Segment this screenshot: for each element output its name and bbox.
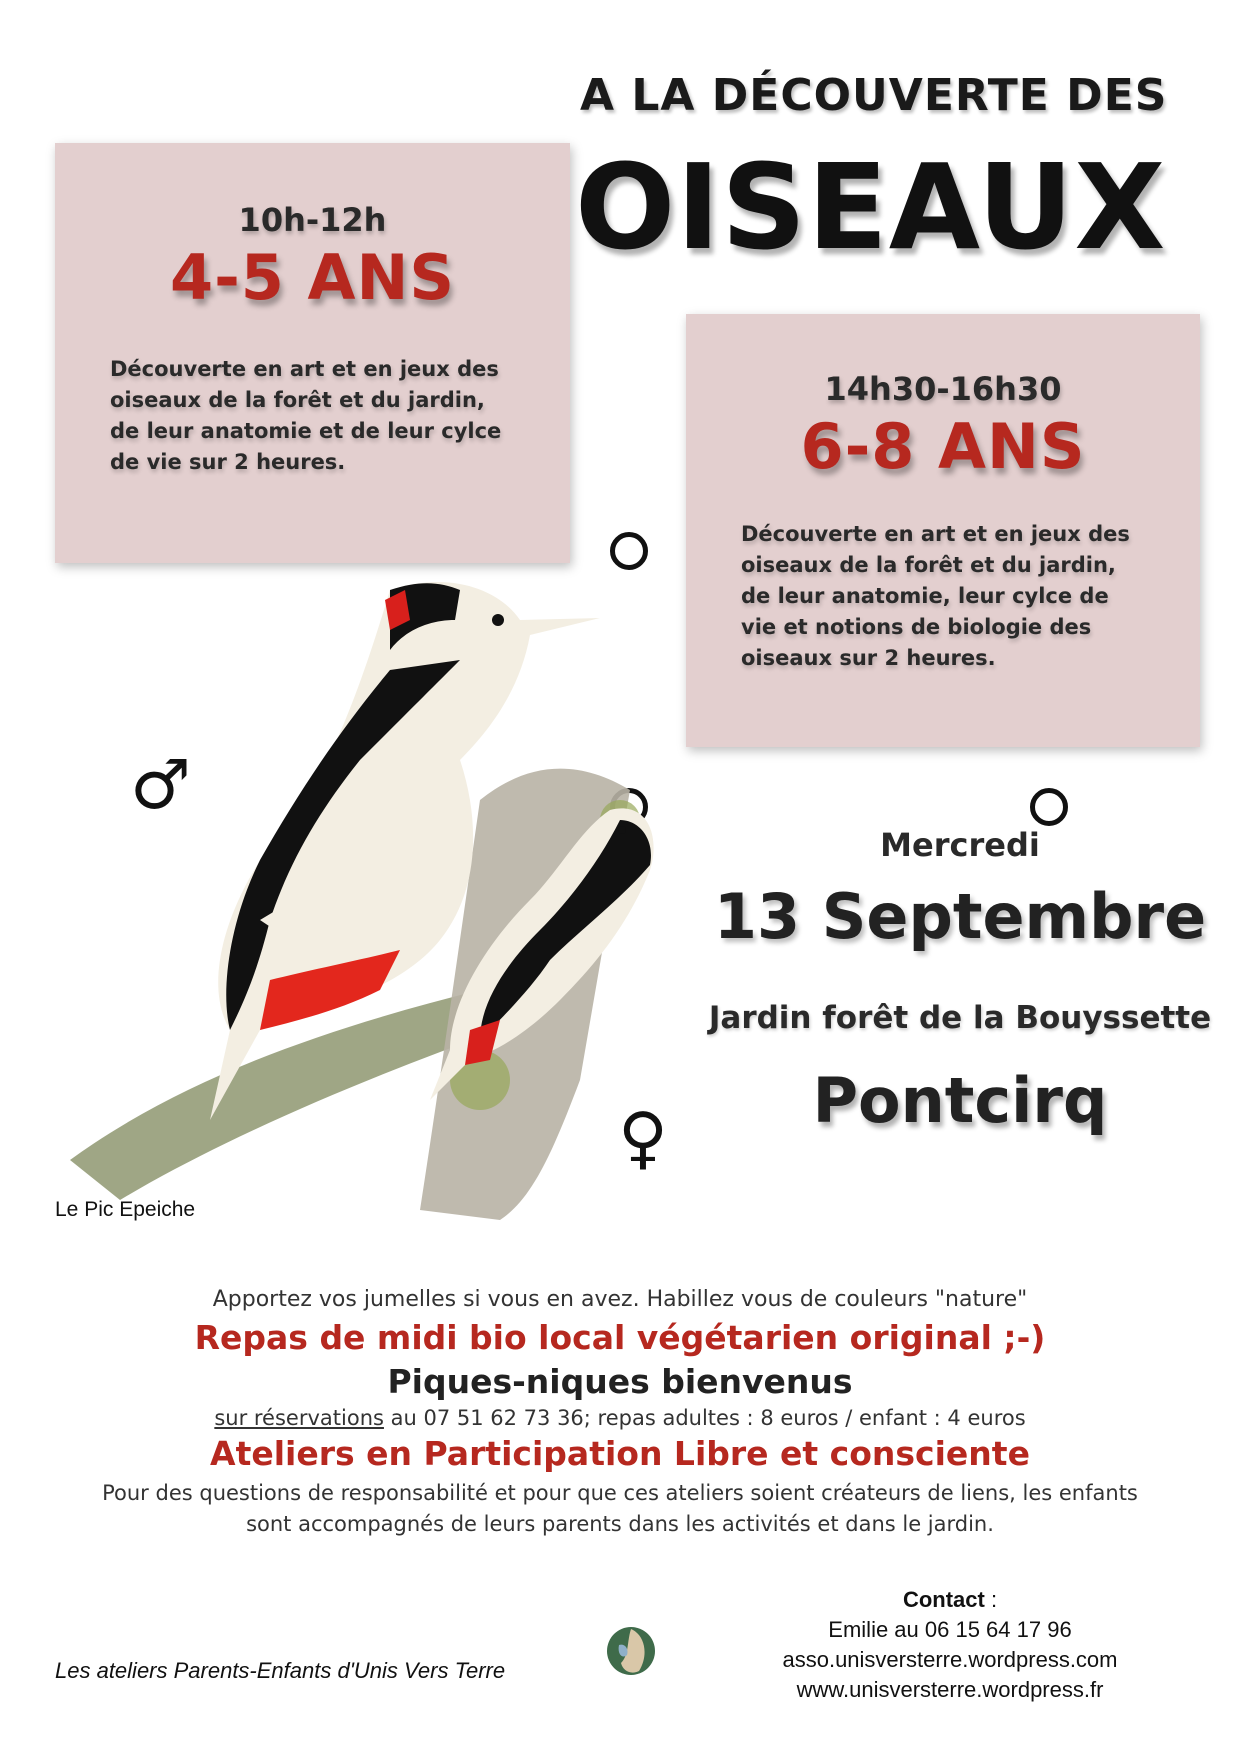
info-binoculars: Apportez vos jumelles si vous en avez. Habillez vous de couleurs "nature" — [212, 1287, 1028, 1312]
info-lunch: Repas de midi bio local végétarien original ;-) — [194, 1318, 1046, 1357]
workshop-age: 6-8 ANS — [800, 410, 1086, 483]
event-date: 13 Septembre — [713, 880, 1207, 953]
workshop-description: Découverte en art et en jeux des oiseaux de la forêt et du jardin, de leur anatomie, leur cylce de vie et notions de biologie des oiseaux sur 2 heures. — [741, 522, 1130, 670]
illustration-caption: Le Pic Epeiche — [55, 1198, 196, 1221]
contact-phone: Emilie au 06 15 64 17 96 — [828, 1617, 1072, 1642]
info-reservation — [60, 1406, 1180, 1430]
workshop-box-6-8 — [686, 314, 1200, 747]
contact-sep: : — [984, 1587, 998, 1612]
contact-heading — [740, 1585, 1160, 1615]
poster-title: OISEAUX — [575, 138, 1167, 276]
female-symbol-icon: ♀ — [618, 1099, 668, 1178]
reservation-details: au 07 51 62 73 36; repas adultes : 8 euros / enfant : 4 euros — [383, 1406, 1026, 1430]
workshop-time: 10h-12h — [238, 201, 387, 239]
ring-decoration — [1030, 788, 1068, 826]
poster-kicker: A LA DÉCOUVERTE DES — [580, 70, 1168, 121]
contact-block — [740, 1585, 1160, 1705]
workshop-box-4-5 — [55, 143, 570, 563]
info-participation: Ateliers en Participation Libre et consciente — [210, 1434, 1030, 1473]
reservation-link[interactable]: sur réservations — [214, 1406, 384, 1430]
workshop-age: 4-5 ANS — [169, 241, 456, 314]
info-picnic: Piques-niques bienvenus — [387, 1362, 853, 1401]
contact-label: Contact — [902, 1587, 985, 1612]
workshop-time: 14h30-16h30 — [824, 370, 1062, 408]
male-symbol-icon: ♂ — [130, 746, 191, 825]
unis-vers-terre-logo-icon — [605, 1625, 657, 1677]
contact-site-1[interactable]: asso.unisversterre.wordpress.com — [782, 1647, 1118, 1672]
workshop-description: Découverte en art et en jeux des oiseaux de la forêt et du jardin, de leur anatomie et de leur cylce de vie sur 2 heures. — [110, 357, 502, 474]
contact-site-2[interactable]: www.unisversterre.wordpress.fr — [796, 1677, 1104, 1702]
event-place: Jardin forêt de la Bouyssette — [708, 1000, 1212, 1036]
event-day: Mercredi — [880, 826, 1040, 864]
event-town: Pontcirq — [812, 1064, 1108, 1137]
info-responsibility: Pour des questions de responsabilité et pour que ces ateliers soient créateurs de liens, les enfants sont accompagnés de leurs parents dans les activités et dans le jardin. — [102, 1481, 1138, 1536]
footer-organization: Les ateliers Parents-Enfants d'Unis Vers Terre — [55, 1658, 506, 1683]
